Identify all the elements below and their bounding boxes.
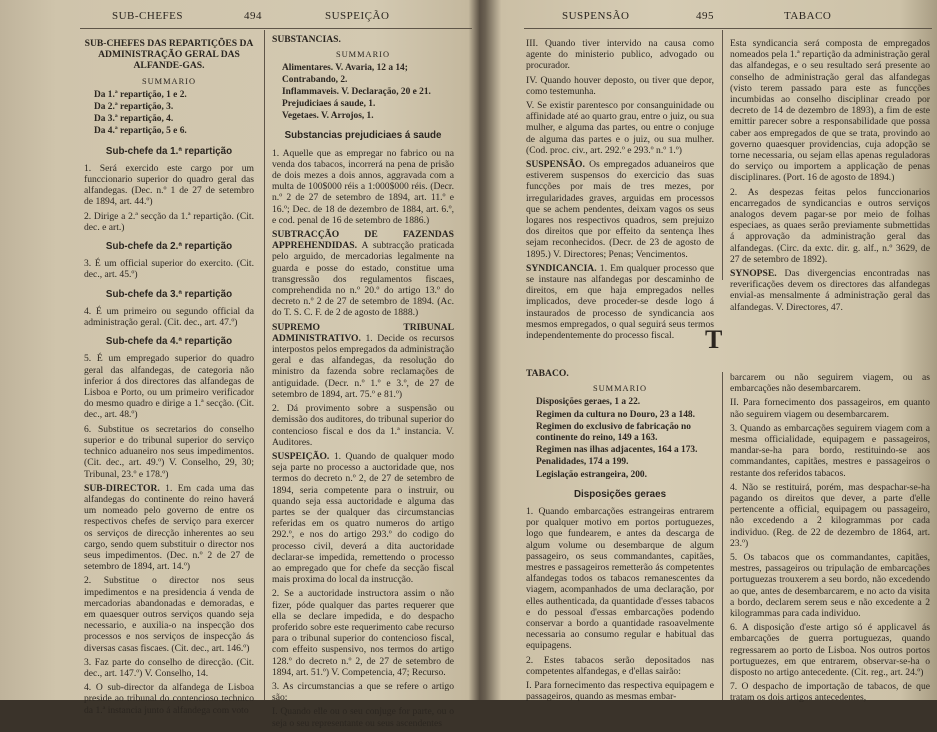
paragraph: barcarem ou não seguirem viagem, ou as embarcações não desembarcarem.	[730, 372, 930, 395]
paragraph	[272, 229, 454, 319]
summary-item: Inflammaveis. V. Declaração, 20 e 21.	[282, 86, 431, 97]
paragraph: 4. É um primeiro ou segundo official da administração geral. (Cit. dec., art. 47.º)	[84, 305, 254, 329]
right-col-4	[730, 372, 930, 707]
paragraph: 1. Quando embarcações estrangeiras entrarem por qualquer motivo em portos portuguezes, logo que fundearem, e antes da descarga de algum volume ou desembarque de algum passageiro, os seus commandantes, capitães, mestres e passageiros remetterão ás competentes alfandegas todos os tabacos remanescentes da viagem, acompanhados de uma declaração, por elles authenticada, da quantidade d'esses tabacos e do pessoal d'essas embarcações podendo conservar a bordo a quantidade rasoavelmente necessaria ao consumo regular e habitual das equipagens.	[526, 506, 714, 652]
summary-item: Regimen do exclusivo de fabricação no continente do reino, 149 a 163.	[536, 421, 691, 444]
right-col-1	[526, 38, 714, 344]
section-heading: Sub-chefe da 1.ª repartição	[105, 145, 233, 157]
entry-keyword: SYNOPSE.	[730, 268, 777, 280]
paragraph: 4. Não se restituirá, porém, mas despachar-se-ha pagando os direitos que dever, a parte d'elle pertencente a official, equipagem ou passageiro, não excedendo a 2 kilogrammas por cada individuo. (Reg. de 22 de dezembro de 1864, art. 23.º)	[730, 481, 930, 549]
paragraph: 2. Dirige a 2.ª secção da 1.ª repartição. (Cit. dec. e art.)	[84, 210, 254, 233]
paragraph: 5. É um empregado superior do quadro geral das alfandegas, de categoria não inferior á dos directores das alfandegas de Lisboa e Porto, ou um primeiro verificador do mesmo quadro e dirige a 1.ª secção. (Cit. dec., art. 48.º)	[84, 353, 254, 421]
paragraph: 5. Os tabacos que os commandantes, capitães, mestres, passageiros ou tripulação de embarcações portuguezas trouxerem a seu bordo, não excedendo ao que, antes de desembarcarem, e no acto da visita a bordo, declarem serem seus e não excedente a 2 kilogrammas para cada individuo.	[730, 552, 930, 620]
column-divider	[264, 30, 265, 700]
right-col-2	[730, 38, 930, 316]
paragraph: 2. As despezas feitas pelos funccionarios encarregados de syndicancias e outros serviços analogos devem pagar-se por meio de folhas especiaes, as quaes serão previamente submettidas á approvação da administração geral das alfandegas. (Circ. da extc. dir. g. alf., n.º 3629, de 27 de setembro de 1892).	[730, 186, 930, 265]
paragraph: 3. É um official superior do exercito. (Cit. dec., art. 45.º)	[84, 258, 254, 281]
page-number-left: 494	[244, 10, 262, 22]
section-letter: T	[705, 325, 723, 354]
running-head-left: SUB-CHEFES	[112, 10, 184, 22]
paragraph: 2. Se a auctoridade instructora assim o não fizer, póde qualquer das partes requerer que ella se declare impedida, e do despacho proferido sobre este requerimento cabe recurso para o tribunal superior do contencioso fiscal, com effeito suspensivo, nos termos do artigo 128.º do decreto n.º 2, de 27 de setembro de 1894, art. 51.º) V. Competencia, 47; Recurso.	[272, 588, 454, 678]
summary-label: SUMMARIO	[335, 50, 391, 60]
summary-item: Disposições geraes, 1 a 22.	[536, 397, 641, 408]
entry-text: 1. Em cada uma das alfandegas do continente do reino haverá um nomeado pelo governo de entre os respectivos chefes de serviço para exercer os serviços de direcção inherentes ao seu cargo, sendo quem substituir o director nos seus impedimentos. (Dec. n.º 2 de 27 de setembro de 1894, art. 14.º)	[84, 482, 254, 573]
paragraph: V. Se existir parentesco por consanguinidade ou affinidade até ao quarto grau, entre o juiz, ou sua mulher, e alguma das partes, ou entre o conjuge de alguma das partes e o juiz, ou sua mulher. (Cod. proc. civ., art. 292.º e 293.º n.º 1.º)	[526, 100, 714, 156]
summary-item: Alimentares. V. Avaria, 12 a 14; Contrabando, 2.	[282, 63, 408, 85]
right-col-3	[526, 368, 714, 705]
paragraph: I. Para fornecimento das respectiva equipagem e passageiros, quando as mesmas embar-	[526, 680, 714, 703]
running-head-right: SUSPEIÇÃO	[325, 10, 390, 22]
paragraph: 2. Dá provimento sobre a suspensão ou demissão dos auditores, do tribunal superior do contencioso fiscal e dos da 1.ª instancia. V. Auditores.	[272, 403, 454, 448]
section-heading: Sub-chefe da 2.ª repartição	[105, 241, 233, 253]
summary-item: Da 3.ª repartição, 4.	[94, 114, 174, 125]
paragraph: 1. Será exercido este cargo por um funccionario superior do quadro geral das alfandegas. (Dec. n.º 1 de 27 de setembro de 1894, art. 44.º)	[84, 162, 254, 208]
entry-text: 1. Em qualquer processo que se instaure nas alfandegas por descaminho de direitos, em que haja empregados nelles implicados, deve proceder-se desde logo á instaurados de processo de syndicancia aos mesmos empregados, o qual seguirá seus termos independentemente do processo fiscal.	[526, 262, 714, 342]
running-head-left: SUSPENSÃO	[562, 10, 630, 22]
summary-label: SUMMARIO	[141, 76, 197, 86]
entry-keyword: SUPREMO TRIBUNAL ADMINISTRATIVO.	[272, 321, 454, 344]
paragraph: 2. Substitue o director nos seus impedimentos e na presidencia á venda de mercadorias abandonadas e demoradas, e em quaesquer outros serviços quando seja necessario, e auxilia-o na inspecção dos processos e nos serviços de inspecção ás diversas casas fiscaes. (Cit. dec., art. 146.º)	[84, 575, 254, 654]
page-number-right: 495	[696, 10, 714, 22]
entry-keyword: SUSPENSÃO.	[526, 159, 585, 171]
summary-item: Penalidades, 174 a 199.	[536, 457, 629, 468]
entry-text: Das divergencias encontradas nas reverificações devem os directores das alfandegas envial-as mensalmente á administração geral das alfandegas. V. Directores, 47.	[730, 268, 930, 313]
summary-item: Da 4.ª repartição, 5 e 6.	[94, 126, 187, 137]
section-heading: Substancias prejudiciaes á saude	[284, 130, 442, 142]
paragraph: 6. Substitue os secretarios do conselho superior e do tribunal superior do serviço technico aduaneiro nos seus impedimentos. (Cit. dec., art. 49.º) V. Conselho, 29, 30; Tribunal, 23.º e 178.º)	[84, 423, 254, 480]
left-col-1	[84, 38, 254, 719]
header-rule	[80, 28, 472, 29]
paragraph	[272, 451, 454, 585]
entry-keyword: SYNDICANCIA.	[526, 262, 597, 274]
entry-title: TABACO.	[526, 368, 569, 379]
summary-item: Vegetaes. V. Arrojos, 1.	[282, 111, 374, 122]
paragraph: I. Quando elle ou o seu conjuge for parte, ou o seja o seu representante ou seus ascendentes	[272, 706, 454, 729]
entry-text: 1. Decide os recursos interpostos pelos empregados da administração geral e das alfandegas, da resolução do ministro da fazenda sobre reclamações de antiguidade. (Decr. n.º 1.º e 3.º, de 27 de setembro de 1894, art. 75.º e 81.º)	[272, 332, 454, 400]
right-page	[484, 0, 937, 704]
summary-item: Da 2.ª repartição, 3.	[94, 102, 174, 113]
summary-item: Regimen da cultura no Douro, 23 a 148.	[536, 409, 695, 420]
paragraph: 1. Aquelle que as empregar no fabrico ou na venda dos tabacos, incorrerá na pena de prisão de dois mezes a dois annos, aggravada com a multa de 100$000 réis a 1:000$000 réis. (Decr. n.º 2 de 27 de setembro de 1894, art. 11.º e 16.º; Dec. de 18 de dezembro de 1884, art. 6.º, e cod. penal de 16 de setembro de 1886.)	[272, 147, 454, 226]
paragraph	[526, 159, 714, 260]
paragraph: 7. O despacho de importação de tabacos, de que tratam os dois artigos antecedentes,	[730, 681, 930, 704]
section-heading: Sub-chefe da 3.ª repartição	[105, 288, 233, 300]
summary-item: Legislação estrangeira, 200.	[536, 469, 647, 480]
paragraph: IV. Quando houver deposto, ou tiver que depor, como testemunha.	[526, 74, 714, 97]
section-heading: Sub-chefe da 4.ª repartição	[105, 336, 233, 348]
paragraph: 2. Estes tabacos serão depositados nas competentes alfandegas, e d'ellas sairão:	[526, 654, 714, 677]
entry-keyword: SUBTRACÇÃO DE FAZENDAS APPREHENDIDAS.	[272, 229, 454, 252]
column-divider	[722, 30, 723, 280]
entry-keyword: SUB-DIRECTOR.	[84, 482, 160, 494]
entry-title: SUBSTANCIAS.	[272, 34, 341, 45]
paragraph	[84, 483, 254, 573]
paragraph	[272, 322, 454, 400]
entry-text: Os empregados aduaneiros que estiverem suspensos do exercicio das suas funcções por mais de tres mezes, por irregularidades graves, arguidas em processos que se achem pendentes, deixam vagos os seus logares nos respectivos quadros, sem prejuizo dos direitos que por effeito da sentença lhes sejam reconhecidos. (Decr. de 23 de agosto de 1895.) V. Directores; Penas; Vencimentos.	[526, 159, 714, 260]
paragraph: 3. Faz parte do conselho de direcção. (Cit. dec., art. 147.º) V. Conselho, 14.	[84, 656, 254, 679]
paragraph: 3. As circumstancias a que se refere o artigo são:	[272, 680, 454, 704]
paragraph: 6. A disposição d'este artigo só é applicavel ás embarcações de guerra portuguezas, quando regressarem ao porto de Lisboa. Nos outros portos portuguezes, em que entrarem, observar-se-ha o disposto no artigo antecedente. (Cit. reg., art. 24.º)	[730, 622, 930, 679]
summary-item: Prejudiciaes á saude, 1.	[282, 99, 376, 110]
column-divider	[722, 372, 723, 700]
paragraph: III. Quando tiver intervido na causa como agente do ministerio publico, advogado ou procurador.	[526, 38, 714, 72]
summary-item: Da 1.ª repartição, 1 e 2.	[94, 89, 187, 100]
header-rule	[524, 28, 932, 29]
left-col-2	[272, 34, 454, 732]
summary-item: Regimen nas ilhas adjacentes, 164 a 173.	[536, 445, 698, 456]
running-head-right: TABACO	[784, 10, 832, 22]
summary-label: SUMMARIO	[592, 384, 648, 394]
entry-title: SUB-CHEFES DAS REPARTIÇÕES DA ADMINISTRAÇÃO GERAL DAS ALFANDE-GAS.	[84, 38, 254, 72]
paragraph	[526, 263, 714, 341]
entry-text: A subtracção praticada pelo arguido, de mercadorias legalmente na guarda e posse do estado, constitue uma transgressão dos regulamentos fiscaes, comprehendida no n.º 20.º do artigo 13.º do decreto n.º 2 de 27 de setembro de 1894. (Ac. do T. S. C. F. de 2 de agosto de 1888.)	[272, 240, 454, 319]
entry-text: 1. Quando de qualquer modo seja parte no processo a auctoridade que, nos termos do decreto n.º 2, de 27 de setembro de 1894, seria competente para o instruir, ou quando seja essa auctoridade e alguma das partes se der qualquer das circumstancias referidas em os quatro numeros do artigo 292.º, e nos do artigo 293.º do codigo do processo civil, deverá a dita auctoridade declarar-se impedida, remettendo o processo ao empregado que for chefe da secção fiscal mais proxima do local da instrucção.	[272, 450, 454, 586]
paragraph: 3. Quando as embarcações seguirem viagem com a mesma officialidade, equipagem e passageiros, mandar-se-ha para bordo, restituindo-se aos commandantes, capitães, mestres e passageiros o restante dos referidos tabacos.	[730, 422, 930, 479]
paragraph: Esta syndicancia será composta de empregados nomeados pela 1.ª repartição da administração geral das alfandegas, e o seu resultado será presente ao conselho de administração geral das alfandegas (visto terem passado para este as funcções incumbidas ao conselho disciplinar creado por decreto de 14 de dezembro de 1893), a fim de este emittir parecer sobre a responsabilidade que possa caber aos empregados de que se trata, provindo ao governo quaesquer providencias, cuja adopção se torne necessaria, ou sejam ellas apenas reguladoras do serviço ou importem a applicação de penas disciplinares. (Port. 16 de agosto de 1894.)	[730, 38, 930, 184]
paragraph	[730, 268, 930, 313]
paragraph: 4. O sub-director da alfandega de Lisboa preside ao tribunal do contencioso technico da 1.ª instancia junto á alfandega com voto	[84, 682, 254, 716]
entry-keyword: SUSPEIÇÃO.	[272, 450, 330, 462]
section-heading: Disposições geraes	[573, 488, 667, 500]
paragraph: II. Para fornecimento dos passageiros, em quanto não seguirem viagem ou desembarcarem.	[730, 397, 930, 420]
